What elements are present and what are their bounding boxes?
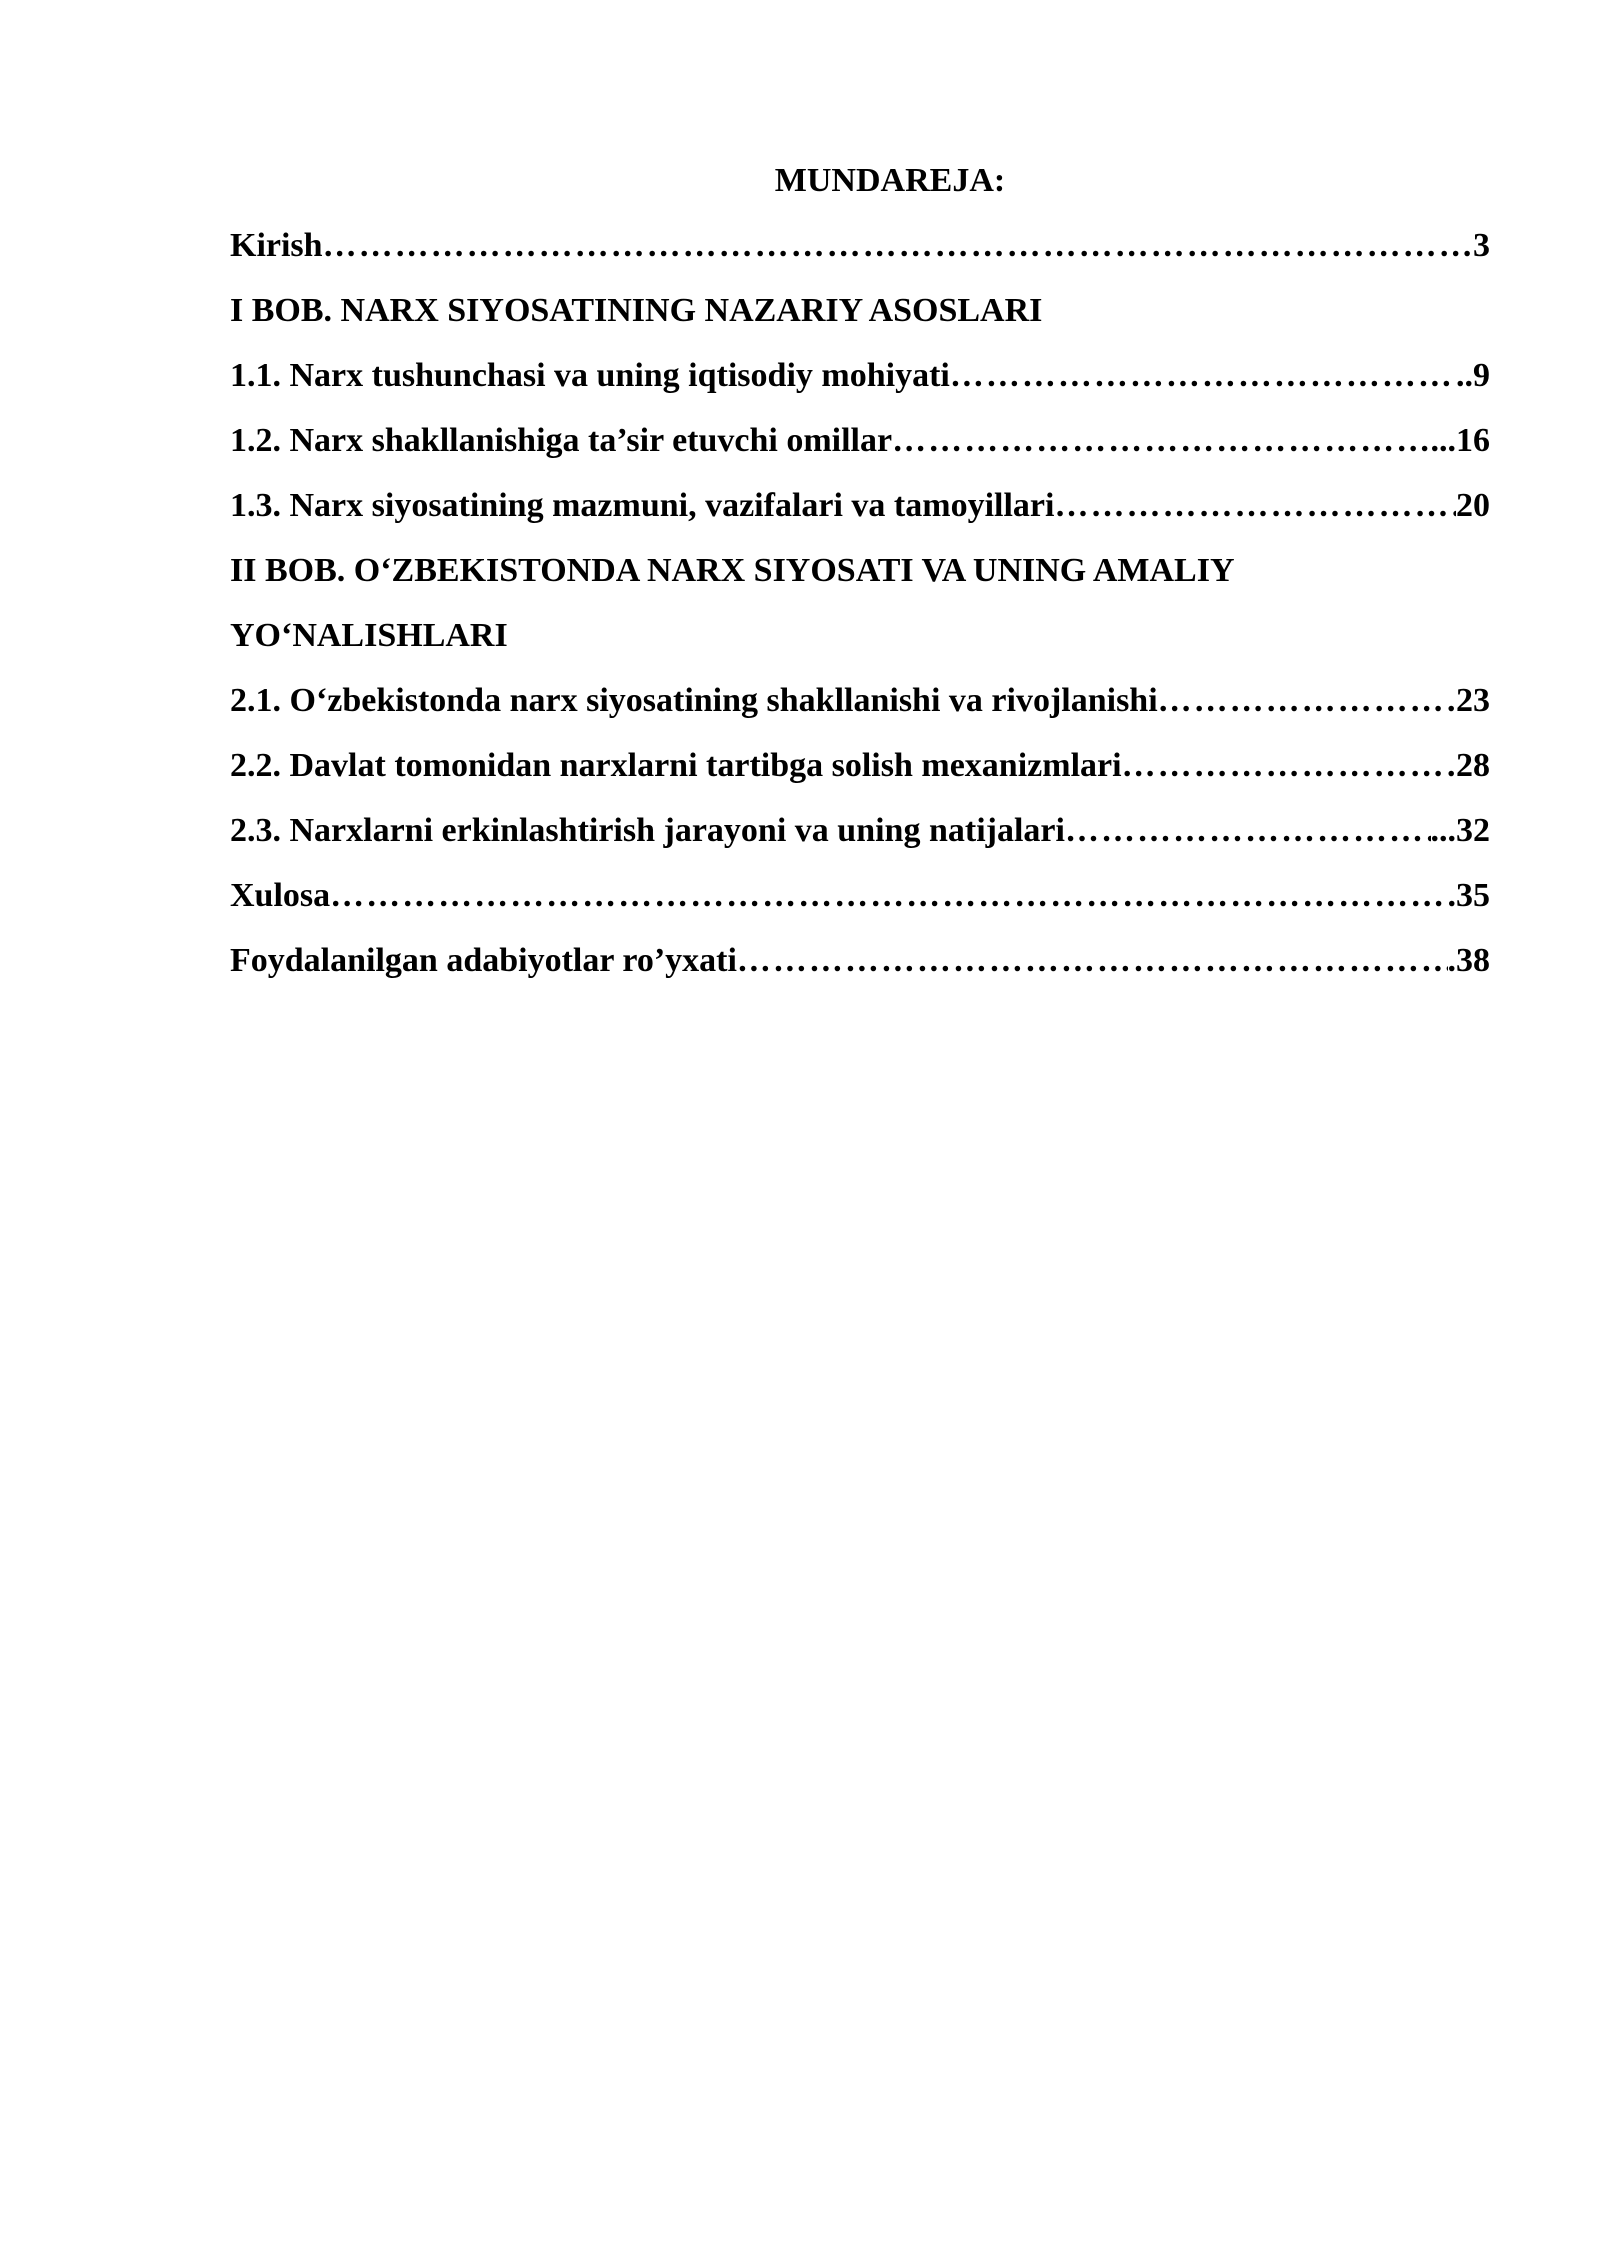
toc-entry-page: ...32 xyxy=(1430,812,1490,849)
toc-entry-text: Foydalanilgan adabiyotlar ro’yxati xyxy=(230,942,737,979)
dot-leader xyxy=(323,213,1473,278)
toc-entry-text: 2.3. Narxlarni erkinlashtirish jarayoni va uning natijalari xyxy=(230,812,1065,849)
toc-entry-text: Xulosa xyxy=(230,877,331,914)
toc-entry-xulosa xyxy=(230,863,1490,928)
toc-entry-page: 28 xyxy=(1456,747,1490,784)
dot-leader xyxy=(1054,473,1456,538)
toc-entry-1-1 xyxy=(230,343,1490,408)
toc-entry-2-2 xyxy=(230,733,1490,798)
toc-entry-page: .38 xyxy=(1447,942,1490,979)
toc-entry-2-1 xyxy=(230,668,1490,733)
toc-entry-kirish xyxy=(230,213,1490,278)
toc-entry-text: 1.1. Narx tushunchasi va uning iqtisodiy mohiyati xyxy=(230,357,950,394)
toc-entry-page: 3 xyxy=(1473,227,1490,264)
toc-entry-page: ..9 xyxy=(1456,357,1490,394)
toc-entry-page: 23 xyxy=(1456,682,1490,719)
toc-entry-references xyxy=(230,928,1490,993)
dot-leader xyxy=(950,343,1456,408)
toc-title: MUNDAREJA: xyxy=(774,162,1006,199)
toc-entry-text: 2.1. O‘zbekistonda narx siyosatining shakllanishi va rivojlanishi xyxy=(230,682,1158,719)
dot-leader xyxy=(892,408,1430,473)
dot-leader xyxy=(1065,798,1431,863)
toc-entry-text: 1.3. Narx siyosatining mazmuni, vazifalari va tamoyillari xyxy=(230,487,1055,524)
table-of-contents xyxy=(230,148,1490,993)
toc-entry-1-3 xyxy=(230,473,1490,538)
dot-leader xyxy=(1158,668,1456,733)
toc-entry-text: I BOB. NARX SIYOSATINING NAZARIY ASOSLARI xyxy=(230,292,1043,329)
dot-leader xyxy=(737,928,1448,993)
toc-chapter-1-heading xyxy=(230,278,1490,343)
dot-leader xyxy=(1122,733,1456,798)
toc-entry-1-2 xyxy=(230,408,1490,473)
dot-leader xyxy=(330,863,1447,928)
toc-chapter-2-heading-cont xyxy=(230,603,1490,668)
toc-entry-text: II BOB. O‘ZBEKISTONDA NARX SIYOSATI VA UNING AMALIY xyxy=(230,552,1235,589)
toc-entry-text: 2.2. Davlat tomonidan narxlarni tartibga solish mexanizmlari xyxy=(230,747,1122,784)
toc-chapter-2-heading xyxy=(230,538,1490,603)
toc-entry-page: .35 xyxy=(1447,877,1490,914)
toc-entry-page: 20 xyxy=(1456,487,1490,524)
toc-entry-text: 1.2. Narx shakllanishiga ta’sir etuvchi omillar xyxy=(230,422,893,459)
toc-entry-2-3 xyxy=(230,798,1490,863)
toc-entry-text: YO‘NALISHLARI xyxy=(230,617,508,654)
toc-entry-page: ...16 xyxy=(1430,422,1490,459)
toc-entry-text: Kirish xyxy=(230,227,323,264)
